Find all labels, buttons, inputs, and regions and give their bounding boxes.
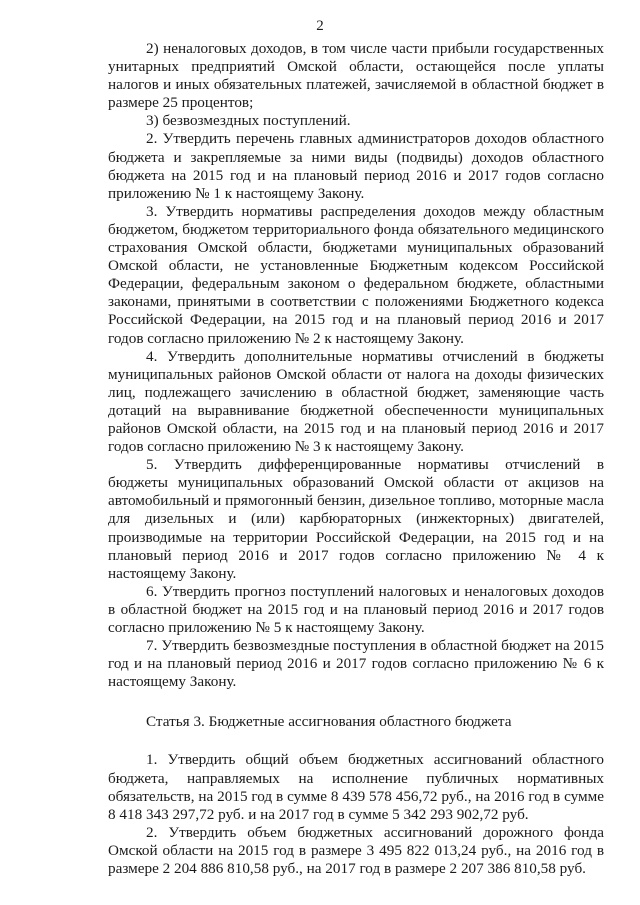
paragraph-item-2-nontax: 2) неналоговых доходов, в том числе части прибыли государственных унитарных предприятий Омской области, остающейся после уплаты налогов и иных обязательных платежей, зачисляемой в областной бюджет в размере 25 процентов;	[108, 40, 604, 112]
paragraph-clause-3: 3. Утвердить нормативы распределения доходов между областным бюджетом, бюджетом территориального фонда обязательного медицинского страхования Омской области, бюджетами муниципальных образований Омской области, не установленные Бюджетным кодексом Российской Федерации, федеральным законом о федеральном бюджете, областными законами, принятыми в соответствии с положениями Бюджетного кодекса Российской Федерации, на 2015 год и на плановый период 2016 и 2017 годов согласно приложению № 2 к настоящему Закону.	[108, 202, 604, 347]
section-spacer	[108, 731, 604, 751]
section-spacer	[108, 691, 604, 713]
article-title: Статья 3. Бюджетные ассигнования областного бюджета	[146, 713, 512, 731]
paragraph-clause-6: 6. Утвердить прогноз поступлений налоговых и неналоговых доходов в областной бюджет на 2015 год и на плановый период 2016 и 2017 годов согласно приложению № 5 к настоящему Закону.	[108, 582, 604, 636]
paragraph-item-3-grants: 3) безвозмездных поступлений.	[146, 112, 351, 130]
paragraph-clause-5: 5. Утвердить дифференцированные нормативы отчислений в бюджеты муниципальных образований Омской области от акцизов на автомобильный и прямогонный бензин, дизельное топливо, моторные масла для дизельных и (или) карбюраторных (инжекторных) двигателей, производимые на территории Российской Федерации, на 2015 год и на плановый период 2016 и 2017 годов согласно приложению № 4 к настоящему Закону.	[108, 456, 604, 582]
paragraph-article3-clause-1: 1. Утвердить общий объем бюджетных ассигнований областного бюджета, направляемых на исполнение публичных нормативных обязательств, на 2015 год в сумме 8 439 578 456,72 руб., на 2016 год в сумме 8 418 343 297,72 руб. и на 2017 год в сумме 5 342 293 902,72 руб.	[108, 751, 604, 823]
paragraph-clause-7: 7. Утвердить безвозмездные поступления в областной бюджет на 2015 год и на плановый период 2016 и 2017 годов согласно приложению № 6 к настоящему Закону.	[108, 637, 604, 691]
paragraph-clause-2: 2. Утвердить перечень главных администраторов доходов областного бюджета и закрепляемые за ними виды (подвиды) доходов областного бюджета на 2015 год и на плановый период 2016 и 2017 годов согласно приложению № 1 к настоящему Закону.	[108, 130, 604, 202]
paragraph-article3-clause-2: 2. Утвердить объем бюджетных ассигнований дорожного фонда Омской области на 2015 год в размере 3 495 822 013,24 руб., на 2016 год в размере 2 204 886 810,58 руб., на 2017 год в размере 2 207 386 810,58 руб.	[108, 823, 604, 878]
page-number: 2	[316, 18, 324, 34]
document-body	[108, 40, 604, 878]
paragraph-clause-4: 4. Утвердить дополнительные нормативы отчислений в бюджеты муниципальных районов Омской области от налога на доходы физических лиц, подлежащего зачислению в областной бюджет, заменяющие часть дотаций на выравнивание бюджетной обеспеченности муниципальных районов Омской области, на 2015 год и на плановый период 2016 и 2017 годов согласно приложению № 3 к настоящему Закону.	[108, 347, 604, 456]
